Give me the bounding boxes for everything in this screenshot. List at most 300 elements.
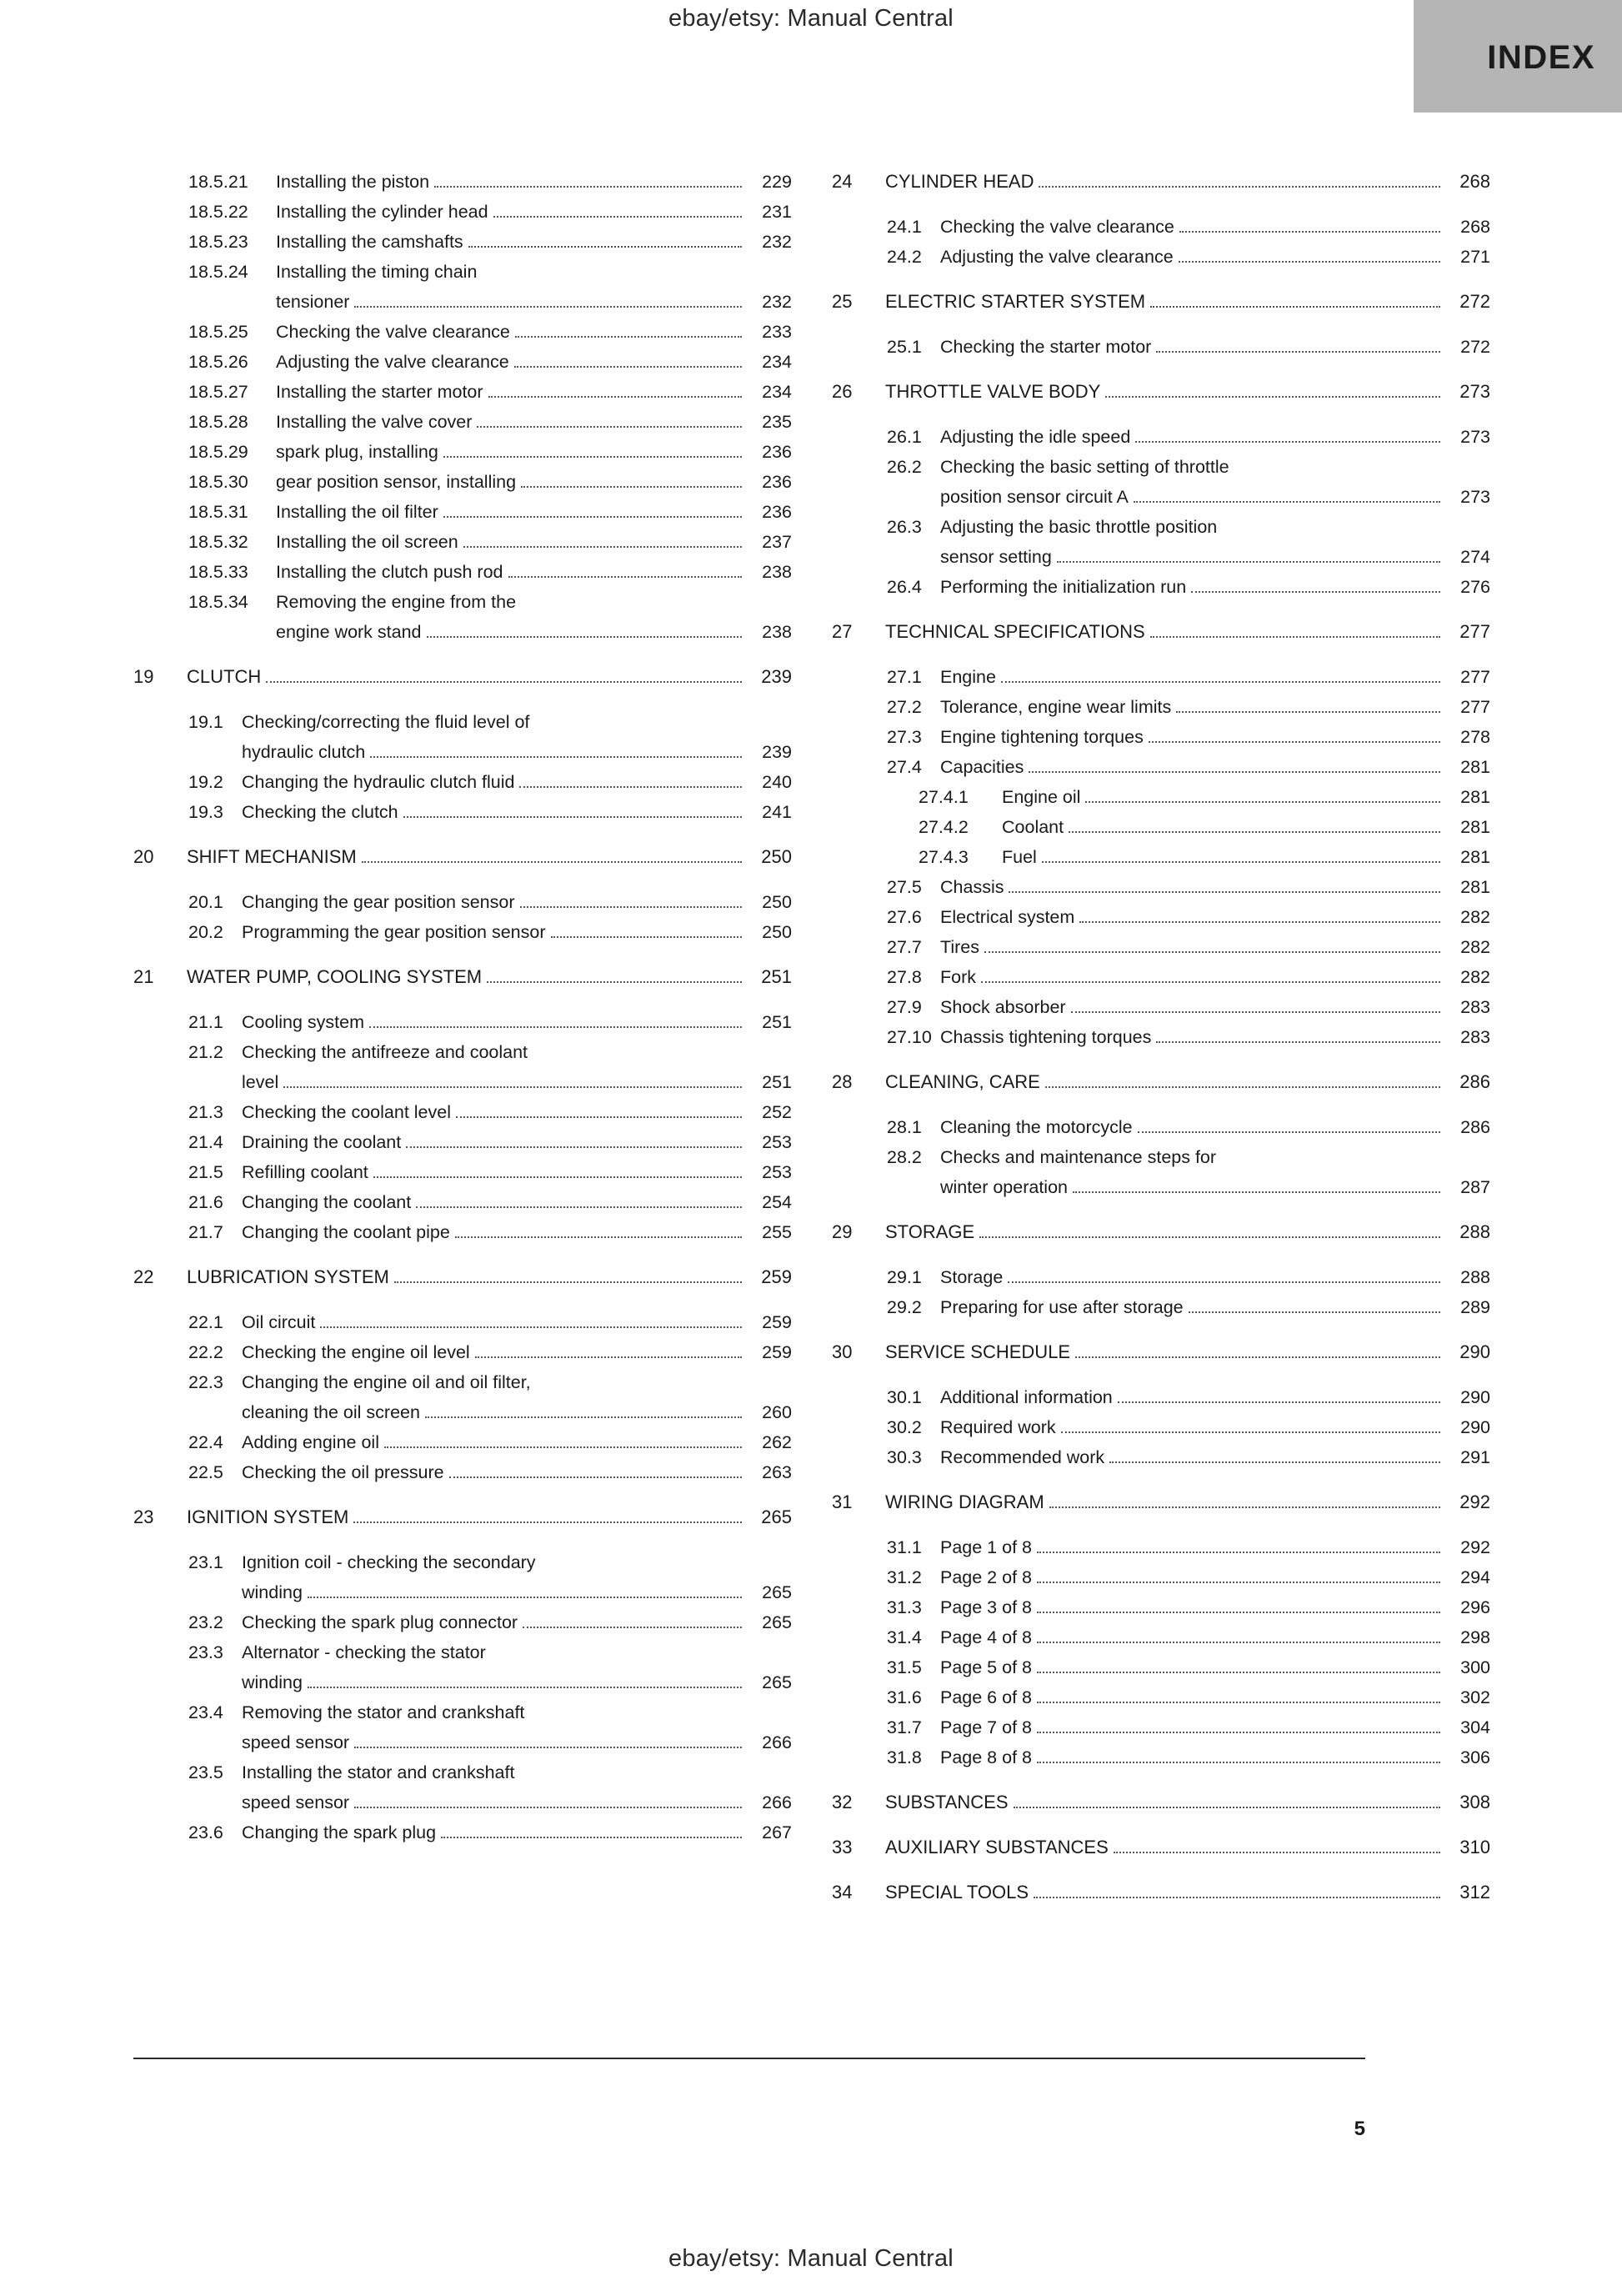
toc-leader-dots [443, 516, 742, 518]
toc-entry[interactable] [832, 902, 1490, 932]
toc-entry-body [242, 1607, 792, 1637]
toc-entry[interactable] [133, 437, 792, 467]
toc-leader-dots [1189, 1311, 1440, 1313]
toc-entry-title: Installing the starter motor [276, 382, 483, 402]
toc-entry-title: Adjusting the idle speed [940, 427, 1131, 447]
toc-entry-page: 253 [762, 1162, 792, 1182]
toc-entry-title: TECHNICAL SPECIFICATIONS [885, 621, 1145, 642]
toc-entry-title-cont: sensor setting [940, 547, 1052, 567]
toc-entry[interactable] [133, 767, 792, 797]
toc-entry-number: 18.5.23 [188, 232, 248, 252]
toc-entry-title-cont: position sensor circuit A [940, 487, 1129, 507]
toc-entry-title: Checking the clutch [242, 802, 398, 822]
toc-entry-title: Engine tightening torques [940, 727, 1144, 747]
toc-entry-page: 235 [762, 412, 792, 432]
toc-entry-number: 19.3 [188, 802, 223, 822]
toc-entry-page: 263 [762, 1462, 792, 1482]
toc-entry-title: ELECTRIC STARTER SYSTEM [885, 291, 1146, 312]
toc-entry[interactable] [832, 617, 1490, 647]
toc-entry-body [242, 917, 792, 947]
toc-entry-number: 18.5.27 [188, 382, 248, 402]
toc-entry-title: Alternator - checking the stator [242, 1642, 486, 1662]
toc-entry-number: 18.5.29 [188, 442, 248, 462]
toc-entry[interactable] [133, 1157, 792, 1187]
toc-entry-body [940, 1442, 1490, 1472]
toc-entry-number: 27.4 [887, 757, 922, 777]
toc-entry-number: 31 [832, 1491, 853, 1512]
toc-entry-body [940, 1592, 1490, 1622]
toc-entry-page: 278 [1460, 727, 1490, 747]
toc-entry-body [940, 1382, 1490, 1412]
toc-entry-number: 27.4.3 [919, 847, 969, 867]
toc-entry-page: 283 [1460, 997, 1490, 1017]
toc-leader-dots [1109, 1461, 1440, 1463]
toc-entry-page: 281 [1460, 787, 1490, 807]
toc-leader-dots [1191, 591, 1440, 593]
toc-leader-dots [370, 756, 742, 758]
toc-entry[interactable] [832, 1487, 1490, 1517]
toc-leader-dots [362, 861, 742, 863]
toc-entry[interactable] [832, 452, 1490, 512]
toc-entry-body [187, 842, 792, 872]
toc-entry-body [242, 1157, 792, 1187]
toc-entry-title: Draining the coolant [242, 1132, 402, 1152]
toc-entry-title-cont: engine work stand [276, 622, 422, 642]
toc-entry[interactable] [133, 1502, 792, 1532]
toc-entry-number: 28.1 [887, 1117, 922, 1137]
toc-entry[interactable] [832, 1652, 1490, 1682]
toc-entry-number: 27.2 [887, 697, 922, 717]
toc-entry-body [276, 587, 792, 647]
toc-entry[interactable] [832, 692, 1490, 722]
toc-entry[interactable] [832, 212, 1490, 242]
toc-leader-dots [520, 906, 743, 908]
toc-entry[interactable] [832, 752, 1490, 782]
toc-leader-dots [475, 1356, 742, 1358]
toc-entry-number: 27.6 [887, 907, 922, 927]
toc-entry-body [885, 287, 1490, 317]
toc-entry[interactable] [832, 1832, 1490, 1862]
toc-entry-page: 274 [1460, 547, 1490, 567]
toc-entry-body [885, 1337, 1490, 1367]
toc-entry-body [940, 1652, 1490, 1682]
toc-entry-title: Additional information [940, 1387, 1113, 1407]
toc-entry-title: Page 8 of 8 [940, 1747, 1032, 1767]
toc-entry-number: 27.1 [887, 667, 922, 687]
toc-entry[interactable] [832, 932, 1490, 962]
toc-leader-dots [403, 816, 742, 818]
toc-entry-number: 26 [832, 381, 853, 402]
toc-entry[interactable] [832, 377, 1490, 407]
toc-entry-title: Changing the coolant pipe [242, 1222, 450, 1242]
toc-entry[interactable] [133, 797, 792, 827]
toc-entry-body [1002, 782, 1490, 812]
toc-entry-page: 281 [1460, 757, 1490, 777]
toc-leader-dots [1179, 231, 1440, 233]
toc-entry-page: 266 [762, 1732, 792, 1752]
toc-entry-page: 234 [762, 382, 792, 402]
toc-entry[interactable] [133, 1607, 792, 1637]
toc-entry-body [940, 1712, 1490, 1742]
toc-entry[interactable] [133, 842, 792, 872]
toc-entry-body [940, 692, 1490, 722]
toc-entry-body [1002, 812, 1490, 842]
toc-entry-title: Performing the initialization run [940, 577, 1187, 597]
toc-entry-body [242, 767, 792, 797]
toc-entry-body [276, 557, 792, 587]
toc-entry-page: 265 [762, 1672, 792, 1692]
toc-entry-page: 259 [762, 1342, 792, 1362]
toc-entry-page: 251 [762, 1072, 792, 1092]
toc-entry[interactable] [133, 1427, 792, 1457]
toc-entry-title: LUBRICATION SYSTEM [187, 1266, 389, 1287]
toc-entry[interactable] [133, 227, 792, 257]
toc-entry-page: 232 [762, 232, 792, 252]
toc-entry-body [242, 1637, 792, 1697]
toc-entry-page: 290 [1459, 1341, 1490, 1362]
toc-entry[interactable] [832, 1877, 1490, 1907]
toc-leader-dots [551, 936, 743, 938]
toc-entry[interactable] [133, 962, 792, 992]
toc-entry-number: 27.7 [887, 937, 922, 957]
toc-entry-title: Tolerance, engine wear limits [940, 697, 1172, 717]
toc-entry-page: 300 [1460, 1657, 1490, 1677]
toc-entry-body [940, 902, 1490, 932]
toc-entry-body [276, 167, 792, 197]
toc-entry-title: Page 5 of 8 [940, 1657, 1032, 1677]
toc-entry[interactable] [133, 1817, 792, 1847]
toc-entry[interactable] [832, 992, 1490, 1022]
toc-entry-page: 276 [1460, 577, 1490, 597]
toc-entry[interactable] [133, 1187, 792, 1217]
toc-entry-number: 27.9 [887, 997, 922, 1017]
toc-entry[interactable] [832, 512, 1490, 572]
toc-entry[interactable] [832, 1682, 1490, 1712]
toc-entry-number: 31.6 [887, 1687, 922, 1707]
toc-entry-title: Cleaning the motorcycle [940, 1117, 1133, 1137]
toc-entry-body [940, 1292, 1490, 1322]
toc-entry-body [242, 707, 792, 767]
toc-leader-dots [1001, 681, 1440, 683]
toc-entry-body [276, 197, 792, 227]
toc-entry[interactable] [832, 572, 1490, 602]
toc-entry[interactable] [832, 167, 1490, 197]
toc-entry-number: 18.5.25 [188, 322, 248, 342]
toc-entry-body [276, 527, 792, 557]
toc-entry-number: 18.5.24 [188, 262, 248, 282]
toc-entry-number: 30.1 [887, 1387, 922, 1407]
toc-entry[interactable] [133, 527, 792, 557]
toc-entry[interactable] [133, 1007, 792, 1037]
toc-entry[interactable] [133, 257, 792, 317]
toc-entry[interactable] [832, 1622, 1490, 1652]
toc-entry-title: Installing the piston [276, 172, 430, 192]
toc-entry-number: 31.8 [887, 1747, 922, 1767]
toc-entry[interactable] [133, 557, 792, 587]
toc-entry[interactable] [133, 497, 792, 527]
toc-entry[interactable] [133, 1037, 792, 1097]
toc-leader-dots [425, 1416, 742, 1418]
toc-entry-number: 19.1 [188, 712, 223, 732]
toc-entry[interactable] [832, 722, 1490, 752]
toc-entry-title: Checking the antifreeze and coolant [242, 1042, 528, 1062]
toc-entry[interactable] [832, 1442, 1490, 1472]
toc-entry-title: WATER PUMP, COOLING SYSTEM [187, 966, 483, 987]
toc-entry-page: 265 [761, 1506, 792, 1527]
toc-entry[interactable] [133, 197, 792, 227]
toc-entry[interactable] [133, 1097, 792, 1127]
toc-leader-dots [515, 336, 742, 338]
toc-leader-dots [1008, 1281, 1440, 1283]
toc-leader-dots [1037, 1582, 1440, 1583]
toc-entry[interactable] [832, 332, 1490, 362]
toc-entry[interactable] [832, 1412, 1490, 1442]
toc-entry-page: 268 [1459, 171, 1490, 192]
toc-entry[interactable] [832, 1787, 1490, 1817]
toc-entry-number: 22 [133, 1266, 154, 1287]
toc-entry[interactable] [832, 1532, 1490, 1562]
toc-entry[interactable] [133, 587, 792, 647]
toc-entry-body [242, 1367, 792, 1427]
toc-entry-body [242, 797, 792, 827]
toc-entry-title: WIRING DIAGRAM [885, 1491, 1044, 1512]
toc-entry-page: 277 [1459, 621, 1490, 642]
toc-entry-page: 240 [762, 772, 792, 792]
toc-leader-dots [493, 216, 742, 218]
toc-entry-body [242, 1817, 792, 1847]
toc-entry-page: 287 [1460, 1177, 1490, 1197]
toc-entry-title: Preparing for use after storage [940, 1297, 1184, 1317]
toc-entry-body [940, 452, 1490, 512]
toc-entry-page: 236 [762, 472, 792, 492]
toc-entry-page: 277 [1460, 667, 1490, 687]
toc-leader-dots [979, 1236, 1440, 1238]
toc-leader-dots [477, 426, 742, 428]
toc-entry-page: 250 [761, 846, 792, 867]
toc-leader-dots [1037, 1762, 1440, 1763]
toc-entry[interactable] [832, 1562, 1490, 1592]
toc-entry-title: Changing the spark plug [242, 1822, 437, 1842]
toc-leader-dots [1037, 1702, 1440, 1703]
toc-entry-page: 272 [1460, 337, 1490, 357]
toc-entry-page: 281 [1460, 817, 1490, 837]
toc-entry[interactable] [133, 1367, 792, 1427]
toc-leader-dots [523, 1627, 742, 1628]
toc-leader-dots [1134, 501, 1440, 503]
toc-entry-title-cont: speed sensor [242, 1732, 350, 1752]
toc-entry-body [940, 512, 1490, 572]
toc-entry[interactable] [832, 872, 1490, 902]
toc-entry[interactable] [133, 467, 792, 497]
toc-entry[interactable] [133, 707, 792, 767]
toc-entry[interactable] [832, 422, 1490, 452]
toc-entry-number: 27.4.2 [919, 817, 969, 837]
toc-entry-page: 260 [762, 1402, 792, 1422]
toc-entry-number: 23.2 [188, 1612, 223, 1632]
toc-entry-body [885, 1832, 1490, 1862]
toc-entry-page: 310 [1459, 1837, 1490, 1857]
toc-entry[interactable] [133, 1457, 792, 1487]
toc-entry[interactable] [832, 1592, 1490, 1622]
toc-entry-number: 30.2 [887, 1417, 922, 1437]
toc-leader-dots [1009, 891, 1440, 893]
toc-entry-body [940, 1142, 1490, 1202]
toc-entry-title: Checking the oil pressure [242, 1462, 444, 1482]
toc-entry[interactable] [832, 962, 1490, 992]
toc-entry-number: 26.1 [887, 427, 922, 447]
toc-leader-dots [1105, 396, 1440, 398]
toc-leader-dots [1014, 1807, 1440, 1808]
toc-entry-page: 288 [1459, 1221, 1490, 1242]
toc-entry[interactable] [832, 812, 1490, 842]
toc-entry[interactable] [133, 1337, 792, 1367]
toc-entry-page: 251 [762, 1012, 792, 1032]
toc-entry-title: Installing the cylinder head [276, 202, 488, 222]
toc-entry-number: 18.5.22 [188, 202, 248, 222]
toc-entry[interactable] [133, 1637, 792, 1697]
toc-entry-title: STORAGE [885, 1221, 975, 1242]
toc-entry-page: 238 [762, 622, 792, 642]
toc-entry-title: spark plug, installing [276, 442, 438, 462]
toc-entry[interactable] [133, 1697, 792, 1757]
toc-entry-title: Page 2 of 8 [940, 1567, 1032, 1587]
toc-entry-title: Installing the clutch push rod [276, 562, 503, 582]
toc-entry-number: 22.3 [188, 1372, 223, 1392]
toc-entry-body [940, 872, 1490, 902]
toc-entry-body [885, 1487, 1490, 1517]
toc-entry-title: CLUTCH [187, 666, 262, 687]
toc-entry-body [242, 1217, 792, 1247]
toc-entry-body [940, 1112, 1490, 1142]
toc-entry[interactable] [133, 167, 792, 197]
toc-entry[interactable] [133, 1127, 792, 1157]
toc-entry[interactable] [832, 287, 1490, 317]
toc-leader-dots [1037, 1612, 1440, 1613]
toc-entry[interactable] [832, 1262, 1490, 1292]
toc-leader-dots [488, 396, 742, 398]
toc-leader-dots [1114, 1852, 1440, 1853]
toc-entry[interactable] [133, 1307, 792, 1337]
toc-entry-title: Adding engine oil [242, 1432, 379, 1452]
toc-entry-number: 27.4.1 [919, 787, 969, 807]
toc-entry[interactable] [832, 1292, 1490, 1322]
toc-entry-number: 21.7 [188, 1222, 223, 1242]
toc-entry[interactable] [832, 662, 1490, 692]
toc-entry[interactable] [133, 377, 792, 407]
toc-entry[interactable] [832, 1712, 1490, 1742]
toc-entry-body [276, 407, 792, 437]
toc-entry[interactable] [133, 917, 792, 947]
toc-entry-page: 304 [1460, 1717, 1490, 1737]
toc-entry-title: Checking the valve clearance [940, 217, 1174, 237]
toc-leader-dots [521, 486, 742, 488]
toc-entry-title: Installing the oil screen [276, 532, 458, 552]
toc-entry[interactable] [832, 1742, 1490, 1772]
toc-entry-number: 18.5.33 [188, 562, 248, 582]
toc-entry-page: 234 [762, 352, 792, 372]
toc-entry-title: Fork [940, 967, 976, 987]
toc-entry-page: 229 [762, 172, 792, 192]
toc-entry-body [187, 662, 792, 692]
toc-entry[interactable] [133, 407, 792, 437]
toc-entry-number: 33 [832, 1837, 853, 1857]
toc-entry[interactable] [133, 1757, 792, 1817]
toc-entry-number: 27 [832, 621, 853, 642]
toc-entry-number: 30.3 [887, 1447, 922, 1467]
toc-entry-body [885, 1877, 1490, 1907]
toc-entry-title: IGNITION SYSTEM [187, 1506, 349, 1527]
toc-entry[interactable] [133, 347, 792, 377]
toc-entry-page: 282 [1460, 937, 1490, 957]
toc-entry-page: 296 [1460, 1597, 1490, 1617]
toc-entry-body [242, 1307, 792, 1337]
toc-entry-page: 250 [762, 922, 792, 942]
toc-entry-number: 31.1 [887, 1537, 922, 1557]
toc-entry-body [885, 1067, 1490, 1097]
toc-entry-title: Electrical system [940, 907, 1075, 927]
toc-entry-page: 272 [1459, 291, 1490, 312]
toc-entry[interactable] [133, 887, 792, 917]
toc-entry-page: 241 [762, 802, 792, 822]
toc-entry[interactable] [133, 662, 792, 692]
toc-entry[interactable] [133, 317, 792, 347]
toc-entry-title: Engine [940, 667, 996, 687]
toc-leader-dots [1156, 1041, 1440, 1043]
toc-entry-number: 21.4 [188, 1132, 223, 1152]
index-page-content [133, 167, 1492, 2151]
toc-entry-number: 20.1 [188, 892, 223, 912]
toc-entry-page: 286 [1459, 1071, 1490, 1092]
toc-entry[interactable] [832, 1112, 1490, 1142]
toc-entry-title: Page 4 of 8 [940, 1627, 1032, 1647]
toc-entry[interactable] [832, 782, 1490, 812]
toc-entry[interactable] [832, 242, 1490, 272]
toc-entry-body [242, 1127, 792, 1157]
toc-entry-number: 29.1 [887, 1267, 922, 1287]
toc-entry-body [940, 1412, 1490, 1442]
toc-entry[interactable] [832, 1067, 1490, 1097]
toc-entry[interactable] [832, 842, 1490, 872]
toc-entry[interactable] [832, 1337, 1490, 1367]
toc-entry-body [242, 1337, 792, 1367]
toc-leader-dots [427, 636, 743, 638]
toc-entry[interactable] [832, 1217, 1490, 1247]
toc-entry[interactable] [133, 1547, 792, 1607]
toc-entry[interactable] [133, 1217, 792, 1247]
toc-entry-number: 31.3 [887, 1597, 922, 1617]
toc-entry-body [940, 1622, 1490, 1652]
toc-entry-page: 259 [762, 1312, 792, 1332]
toc-entry-page: 239 [761, 666, 792, 687]
toc-entry-page: 271 [1460, 247, 1490, 267]
index-tab [1414, 0, 1622, 113]
toc-entry-body [940, 662, 1490, 692]
toc-entry-title: SPECIAL TOOLS [885, 1882, 1029, 1902]
toc-leader-dots [434, 186, 742, 188]
toc-leader-dots [1176, 711, 1440, 713]
toc-leader-dots [308, 1687, 742, 1688]
toc-entry-number: 22.1 [188, 1312, 223, 1332]
toc-entry-body [242, 1037, 792, 1097]
toc-entry[interactable] [832, 1382, 1490, 1412]
toc-entry[interactable] [133, 1262, 792, 1292]
toc-entry[interactable] [832, 1142, 1490, 1202]
toc-entry-title-cont: hydraulic clutch [242, 742, 366, 762]
toc-entry-number: 22.2 [188, 1342, 223, 1362]
toc-entry-title: Engine oil [1002, 787, 1081, 807]
toc-entry[interactable] [832, 1022, 1490, 1052]
toc-entry-number: 18.5.34 [188, 592, 248, 612]
